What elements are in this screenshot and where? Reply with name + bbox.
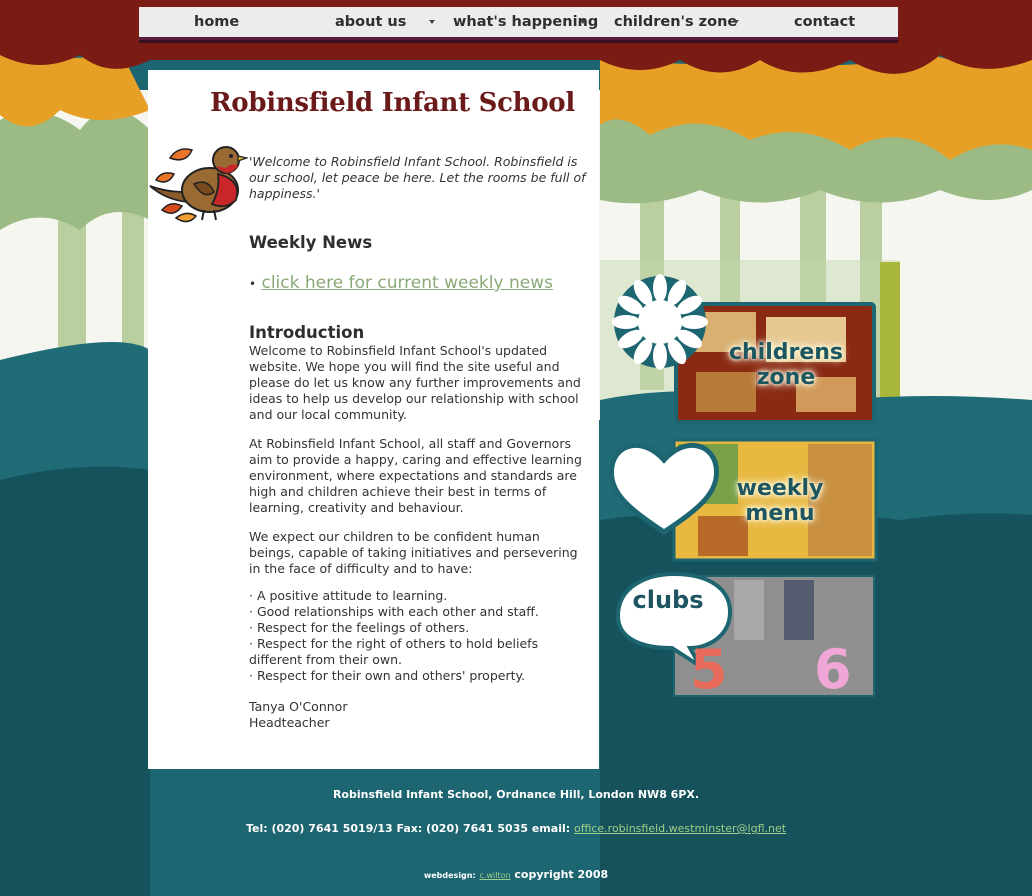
childrens-zone-line1: childrens [728, 340, 844, 365]
footer-phone-fax: Tel: (020) 7641 5019/13 Fax: (020) 7641 5035 email: [245, 822, 571, 835]
footer-email-link[interactable]: office.robinsfield.westminster@lgfl.net [573, 822, 787, 835]
weekly-news-link[interactable]: click here for current weekly news [261, 273, 553, 293]
list-item: · A positive attitude to learning. [249, 588, 448, 603]
childrens-zone-tile[interactable] [606, 262, 878, 424]
introduction-heading: Introduction [249, 323, 365, 342]
nav-childrens-zone[interactable]: children's zone [614, 14, 738, 30]
footer-contact [0, 822, 1032, 835]
clubs-tile[interactable] [608, 570, 876, 701]
intro-paragraph-1: Welcome to Robinsfield Infant School's updated website. We hope you will find the site useful and please do let us know any further improvements and ideas to help us develop our relationship with school and our local community. [249, 343, 581, 422]
chevron-down-icon[interactable] [733, 20, 739, 24]
childrens-zone-label [716, 340, 856, 390]
weekly-menu-line1: weekly [736, 476, 824, 501]
welcome-quote: 'Welcome to Robinsfield Infant School. Robinsfield is our school, let peace be here. Let the rooms be full of happiness.' [249, 154, 586, 201]
clubs-label: clubs [632, 586, 704, 614]
chevron-down-icon[interactable] [580, 20, 586, 24]
main-nav [139, 7, 898, 37]
signature-title: Headteacher [249, 715, 330, 730]
nav-whats-happening[interactable]: what's happening [453, 14, 599, 30]
list-item: · Good relationships with each other and staff. [249, 604, 539, 619]
site-title: Robinsfield Infant School [210, 88, 575, 118]
weekly-news-heading: Weekly News [249, 233, 373, 252]
list-item: · Respect for the right of others to hold beliefs different from their own. [249, 636, 539, 667]
footer-address: Robinsfield Infant School, Ordnance Hill, London NW8 6PX. [332, 788, 700, 801]
copyright-text: copyright 2008 [514, 868, 609, 881]
weekly-news-row [249, 273, 553, 293]
hopscotch-number-5: 5 [690, 638, 728, 701]
intro-paragraph-2: At Robinsfield Infant School, all staff and Governors aim to provide a happy, caring and effective learning environment, where expectations and standards are high and children achieve their best in terms of learning, creativity and behaviour. [249, 436, 582, 515]
webdesign-label: webdesign: [423, 871, 476, 880]
content-panel [148, 70, 599, 769]
nav-contact[interactable]: contact [794, 14, 856, 30]
footer-credits [0, 868, 1032, 881]
hopscotch-number-6: 6 [814, 638, 852, 701]
nav-home[interactable]: home [194, 14, 240, 30]
list-item: · Respect for the feelings of others. [249, 620, 470, 635]
signature [249, 699, 347, 731]
childrens-zone-line2: zone [756, 365, 816, 390]
chevron-down-icon[interactable] [429, 20, 435, 24]
bullet-icon: • [249, 277, 257, 291]
intro-paragraph-3: We expect our children to be confident human beings, capable of taking initiatives and persevering in the face of difficulty and to have: [249, 529, 578, 576]
weekly-menu-label [718, 476, 842, 526]
weekly-menu-tile[interactable] [608, 436, 878, 562]
signature-name: Tanya O'Connor [249, 699, 348, 714]
values-list [249, 588, 584, 684]
robin-logo-icon [148, 140, 248, 226]
list-item: · Respect for their own and others' property. [249, 668, 526, 683]
nav-about-us[interactable]: about us [335, 14, 407, 30]
webdesign-link[interactable]: c.wilton [479, 871, 511, 880]
weekly-menu-line2: menu [745, 501, 815, 526]
